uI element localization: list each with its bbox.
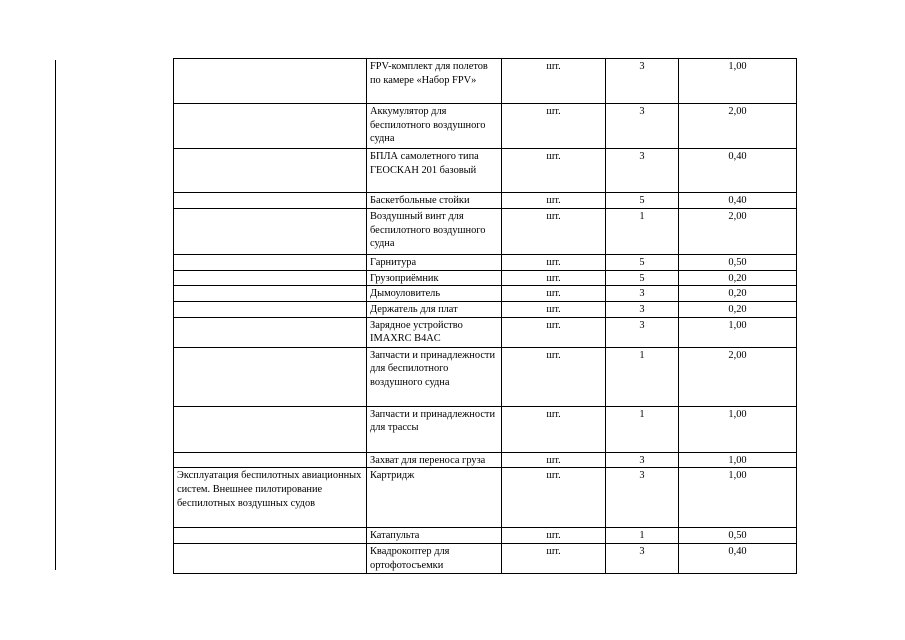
- item-name-cell: Гарнитура: [367, 255, 502, 271]
- section-cell: [174, 59, 367, 104]
- section-cell: [174, 255, 367, 271]
- table-row: [174, 317, 797, 347]
- quantity-cell: 3: [606, 301, 679, 317]
- quantity-cell: 3: [606, 468, 679, 528]
- value-cell: 0,20: [679, 301, 797, 317]
- unit-cell: шт.: [502, 149, 606, 193]
- table-row: [174, 193, 797, 209]
- unit-cell: шт.: [502, 59, 606, 104]
- quantity-cell: 1: [606, 406, 679, 452]
- item-name-cell: Запчасти и принадлежности для беспилотного воздушного судна: [367, 347, 502, 406]
- item-name-cell: Захват для переноса груза: [367, 452, 502, 468]
- table-row: [174, 468, 797, 528]
- quantity-cell: 3: [606, 104, 679, 149]
- value-cell: 1,00: [679, 59, 797, 104]
- quantity-cell: 3: [606, 317, 679, 347]
- table-row: [174, 209, 797, 255]
- section-cell: [174, 406, 367, 452]
- quantity-cell: 5: [606, 270, 679, 286]
- item-name-cell: БПЛА самолетного типа ГЕОСКАН 201 базовый: [367, 149, 502, 193]
- section-cell: Эксплуатация беспилотных авиационных систем. Внешнее пилотирование беспилотных воздушных судов: [174, 468, 367, 528]
- table-row: [174, 270, 797, 286]
- value-cell: 2,00: [679, 209, 797, 255]
- section-cell: [174, 149, 367, 193]
- unit-cell: шт.: [502, 468, 606, 528]
- table-row: [174, 286, 797, 302]
- table-row: [174, 59, 797, 104]
- quantity-cell: 5: [606, 255, 679, 271]
- value-cell: 0,40: [679, 193, 797, 209]
- unit-cell: шт.: [502, 255, 606, 271]
- item-name-cell: Катапульта: [367, 528, 502, 544]
- value-cell: 1,00: [679, 452, 797, 468]
- section-cell: [174, 452, 367, 468]
- table-row: [174, 149, 797, 193]
- section-cell: [174, 193, 367, 209]
- value-cell: 0,50: [679, 255, 797, 271]
- item-name-cell: Аккумулятор для беспилотного воздушного судна: [367, 104, 502, 149]
- equipment-table: [173, 58, 797, 574]
- item-name-cell: Запчасти и принадлежности для трассы: [367, 406, 502, 452]
- item-name-cell: Квадрокоптер для ортофотосъемки: [367, 543, 502, 573]
- section-cell: [174, 543, 367, 573]
- unit-cell: шт.: [502, 193, 606, 209]
- table-row: [174, 255, 797, 271]
- unit-cell: шт.: [502, 452, 606, 468]
- page-margin-line: [55, 60, 56, 570]
- value-cell: 0,40: [679, 543, 797, 573]
- table-row: [174, 347, 797, 406]
- unit-cell: шт.: [502, 286, 606, 302]
- item-name-cell: Баскетбольные стойки: [367, 193, 502, 209]
- quantity-cell: 3: [606, 59, 679, 104]
- section-cell: [174, 317, 367, 347]
- quantity-cell: 3: [606, 543, 679, 573]
- item-name-cell: Грузоприёмник: [367, 270, 502, 286]
- table-row: [174, 543, 797, 573]
- table-row: [174, 301, 797, 317]
- unit-cell: шт.: [502, 209, 606, 255]
- item-name-cell: Дымоуловитель: [367, 286, 502, 302]
- item-name-cell: Картридж: [367, 468, 502, 528]
- quantity-cell: 3: [606, 452, 679, 468]
- value-cell: 1,00: [679, 317, 797, 347]
- table-row: [174, 406, 797, 452]
- value-cell: 0,20: [679, 286, 797, 302]
- value-cell: 2,00: [679, 104, 797, 149]
- table-row: [174, 452, 797, 468]
- table-row: [174, 528, 797, 544]
- value-cell: 2,00: [679, 347, 797, 406]
- item-name-cell: Зарядное устройство IMAXRC B4AC: [367, 317, 502, 347]
- unit-cell: шт.: [502, 347, 606, 406]
- unit-cell: шт.: [502, 317, 606, 347]
- section-cell: [174, 209, 367, 255]
- table-row: [174, 104, 797, 149]
- value-cell: 0,40: [679, 149, 797, 193]
- section-cell: [174, 104, 367, 149]
- value-cell: 0,20: [679, 270, 797, 286]
- quantity-cell: 1: [606, 209, 679, 255]
- section-cell: [174, 301, 367, 317]
- quantity-cell: 1: [606, 528, 679, 544]
- section-cell: [174, 270, 367, 286]
- unit-cell: шт.: [502, 543, 606, 573]
- item-name-cell: FPV-комплект для полетов по камере «Набор FPV»: [367, 59, 502, 104]
- section-cell: [174, 347, 367, 406]
- unit-cell: шт.: [502, 270, 606, 286]
- item-name-cell: Воздушный винт для беспилотного воздушного судна: [367, 209, 502, 255]
- value-cell: 0,50: [679, 528, 797, 544]
- unit-cell: шт.: [502, 104, 606, 149]
- item-name-cell: Держатель для плат: [367, 301, 502, 317]
- value-cell: 1,00: [679, 406, 797, 452]
- unit-cell: шт.: [502, 406, 606, 452]
- quantity-cell: 1: [606, 347, 679, 406]
- section-cell: [174, 286, 367, 302]
- unit-cell: шт.: [502, 301, 606, 317]
- unit-cell: шт.: [502, 528, 606, 544]
- section-cell: [174, 528, 367, 544]
- value-cell: 1,00: [679, 468, 797, 528]
- quantity-cell: 5: [606, 193, 679, 209]
- quantity-cell: 3: [606, 286, 679, 302]
- quantity-cell: 3: [606, 149, 679, 193]
